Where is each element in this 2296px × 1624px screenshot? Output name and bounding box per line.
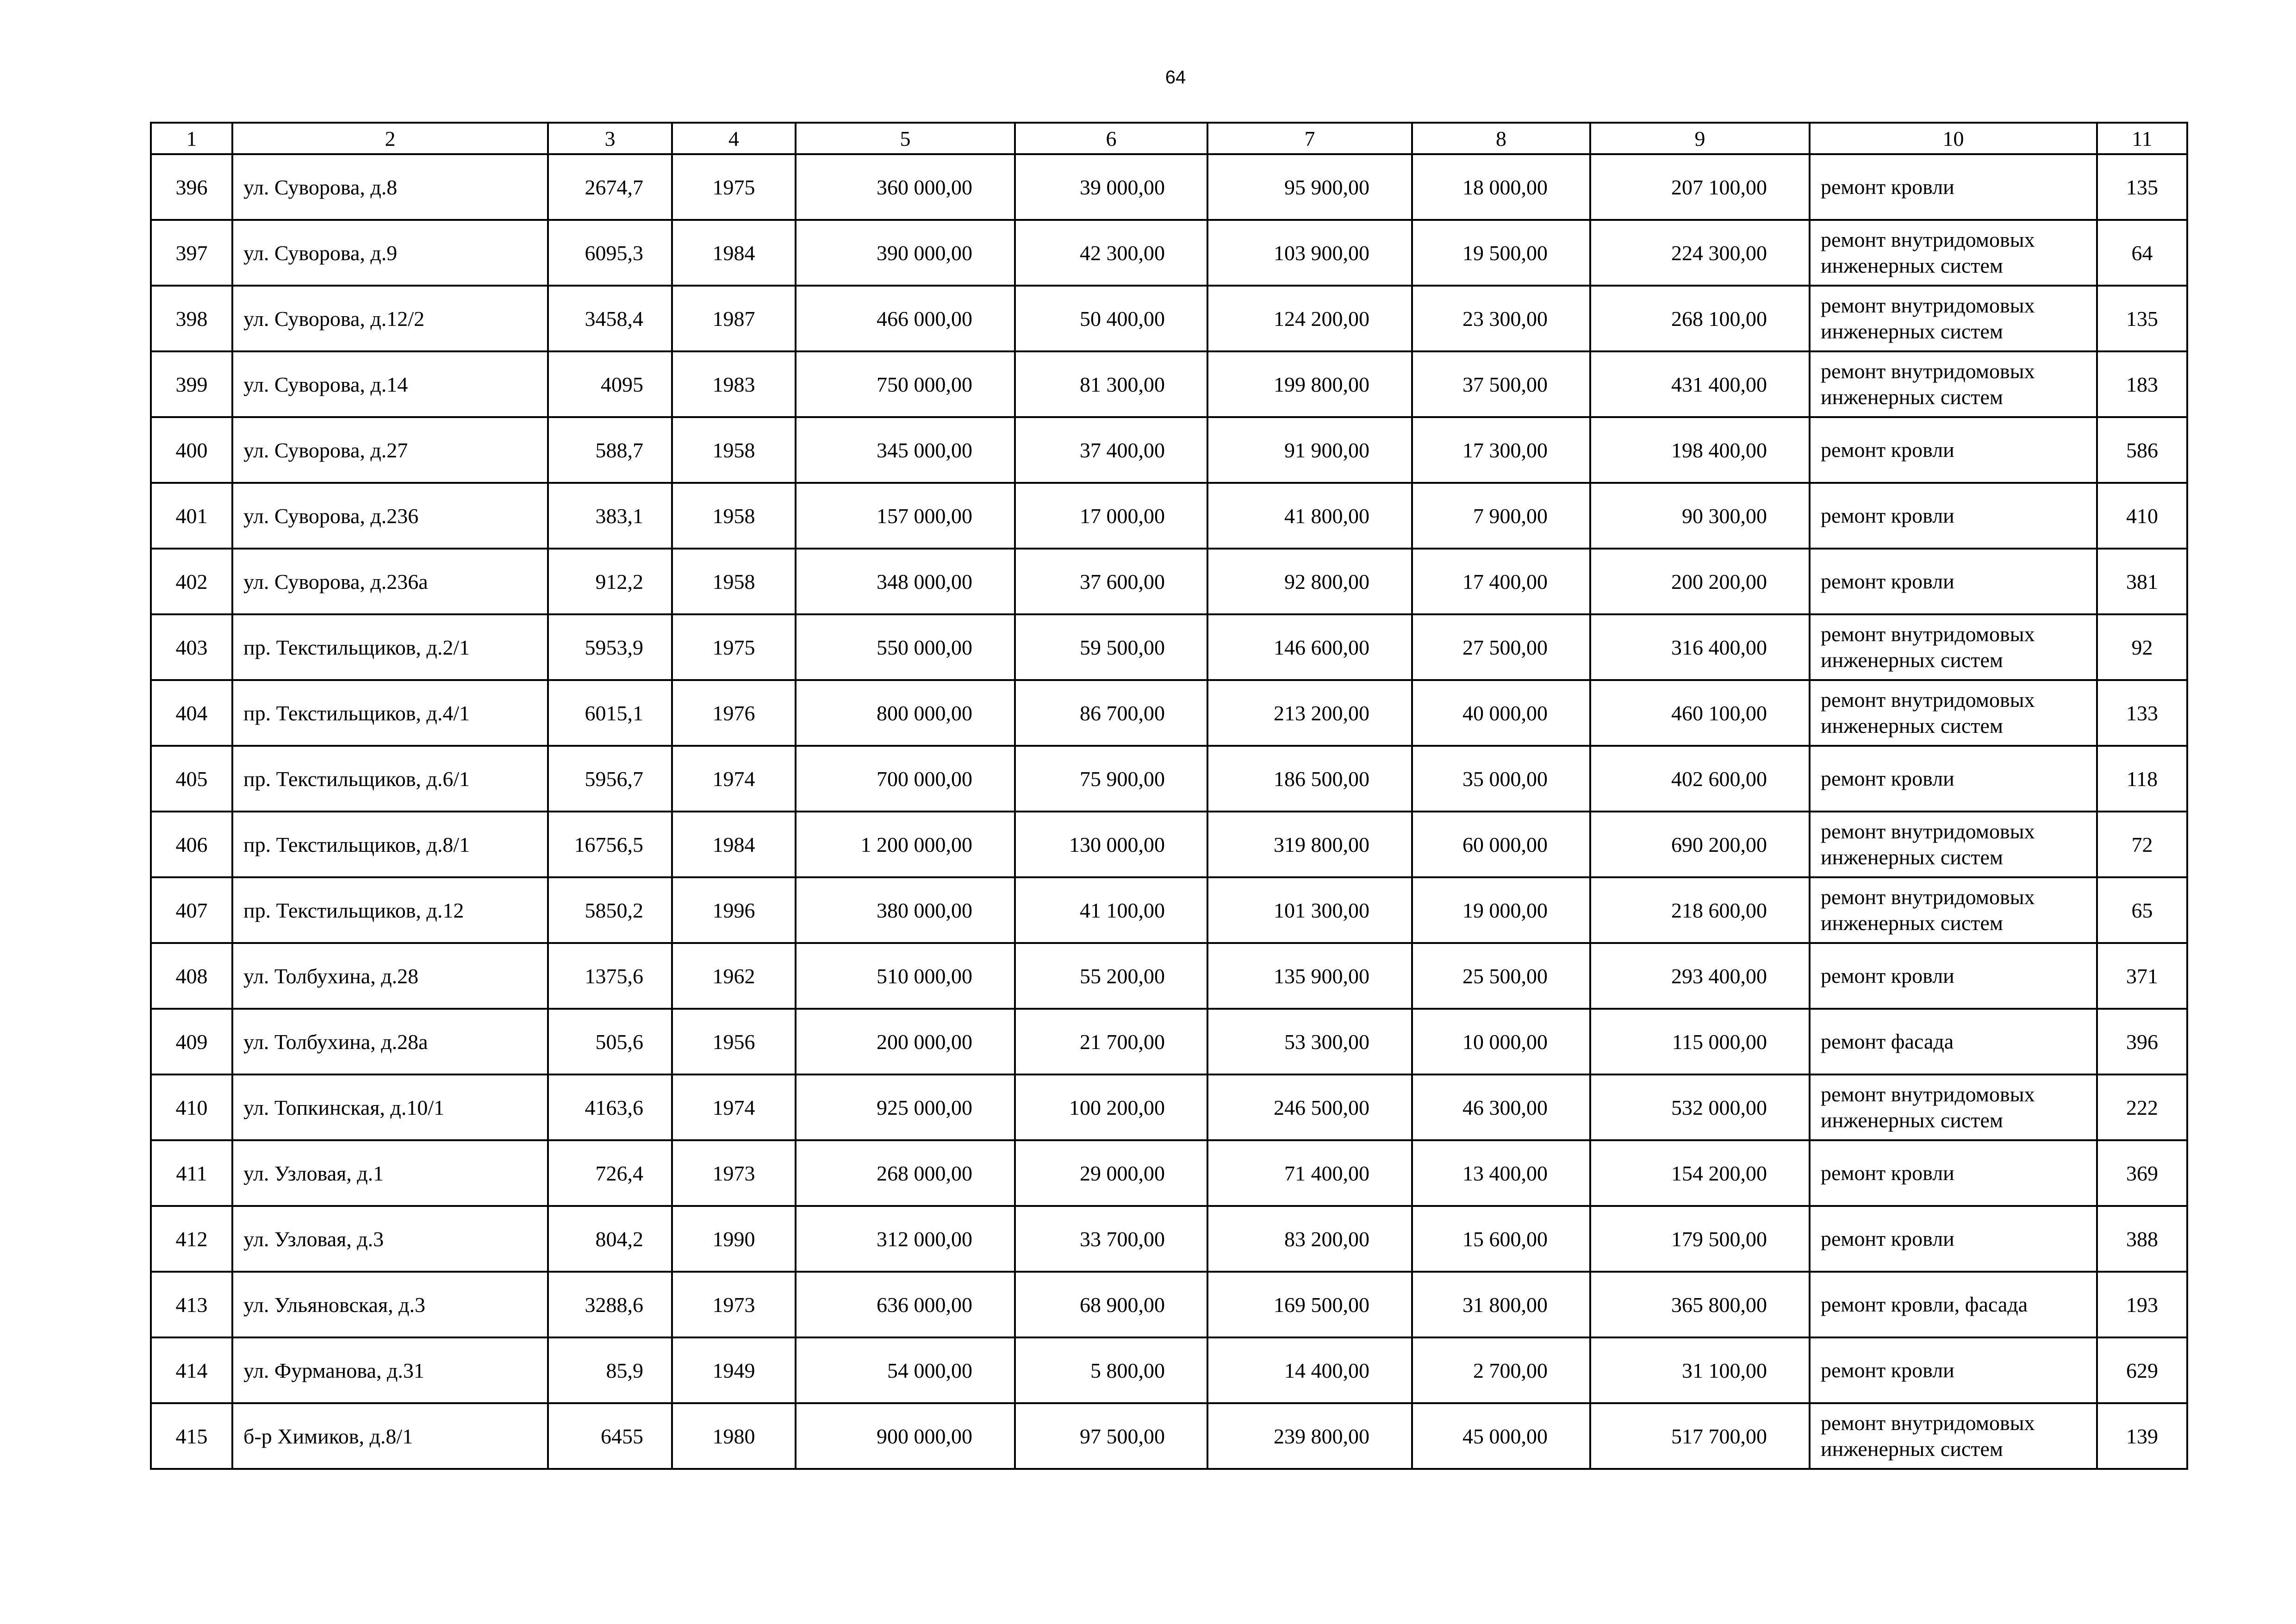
cell-address: ул. Суворова, д.236 xyxy=(232,483,548,549)
cell-value-11: 410 xyxy=(2097,483,2187,549)
cell-cost-6: 41 100,00 xyxy=(1015,877,1207,943)
cell-cost-8: 17 400,00 xyxy=(1412,549,1590,614)
cell-work-type: ремонт внутридомовых инженерных систем xyxy=(1810,1403,2097,1469)
cell-work-type: ремонт кровли xyxy=(1810,1140,2097,1206)
cell-cost-9: 293 400,00 xyxy=(1590,943,1810,1009)
cell-row-number: 409 xyxy=(151,1009,232,1074)
table-row xyxy=(151,483,2187,549)
cell-cost-total: 466 000,00 xyxy=(796,286,1015,351)
cell-cost-7: 146 600,00 xyxy=(1207,614,1412,680)
cell-address: пр. Текстильщиков, д.2/1 xyxy=(232,614,548,680)
cell-cost-7: 101 300,00 xyxy=(1207,877,1412,943)
cell-cost-7: 95 900,00 xyxy=(1207,154,1412,220)
cell-work-type: ремонт внутридомовых инженерных систем xyxy=(1810,351,2097,417)
cell-cost-total: 157 000,00 xyxy=(796,483,1015,549)
cell-address: пр. Текстильщиков, д.4/1 xyxy=(232,680,548,746)
cell-cost-6: 39 000,00 xyxy=(1015,154,1207,220)
cell-cost-9: 198 400,00 xyxy=(1590,417,1810,483)
cell-cost-8: 2 700,00 xyxy=(1412,1337,1590,1403)
cell-cost-6: 59 500,00 xyxy=(1015,614,1207,680)
cell-work-type: ремонт кровли xyxy=(1810,483,2097,549)
cell-cost-8: 7 900,00 xyxy=(1412,483,1590,549)
cell-row-number: 405 xyxy=(151,746,232,812)
cell-cost-7: 124 200,00 xyxy=(1207,286,1412,351)
table-row xyxy=(151,1206,2187,1272)
cell-cost-9: 402 600,00 xyxy=(1590,746,1810,812)
cell-row-number: 404 xyxy=(151,680,232,746)
cell-work-type: ремонт внутридомовых инженерных систем xyxy=(1810,877,2097,943)
cell-cost-total: 312 000,00 xyxy=(796,1206,1015,1272)
cell-cost-9: 90 300,00 xyxy=(1590,483,1810,549)
cell-value-11: 371 xyxy=(2097,943,2187,1009)
cell-row-number: 403 xyxy=(151,614,232,680)
cell-cost-6: 97 500,00 xyxy=(1015,1403,1207,1469)
table-row xyxy=(151,943,2187,1009)
cell-work-type: ремонт кровли xyxy=(1810,549,2097,614)
cell-cost-total: 925 000,00 xyxy=(796,1074,1015,1140)
cell-cost-8: 15 600,00 xyxy=(1412,1206,1590,1272)
cell-area: 5850,2 xyxy=(548,877,672,943)
cell-area: 726,4 xyxy=(548,1140,672,1206)
table-row xyxy=(151,351,2187,417)
cell-work-type: ремонт кровли xyxy=(1810,746,2097,812)
cell-value-11: 135 xyxy=(2097,154,2187,220)
cell-cost-total: 750 000,00 xyxy=(796,351,1015,417)
cell-row-number: 400 xyxy=(151,417,232,483)
cell-cost-6: 37 600,00 xyxy=(1015,549,1207,614)
cell-cost-total: 348 000,00 xyxy=(796,549,1015,614)
table-row xyxy=(151,1140,2187,1206)
cell-address: ул. Суворова, д.27 xyxy=(232,417,548,483)
cell-work-type: ремонт внутридомовых инженерных систем xyxy=(1810,614,2097,680)
cell-cost-8: 19 500,00 xyxy=(1412,220,1590,286)
cell-cost-8: 46 300,00 xyxy=(1412,1074,1590,1140)
cell-row-number: 397 xyxy=(151,220,232,286)
table-body xyxy=(151,154,2187,1469)
cell-area: 3458,4 xyxy=(548,286,672,351)
cell-year: 1949 xyxy=(672,1337,796,1403)
cell-cost-6: 100 200,00 xyxy=(1015,1074,1207,1140)
cell-cost-7: 71 400,00 xyxy=(1207,1140,1412,1206)
cell-work-type: ремонт кровли xyxy=(1810,1337,2097,1403)
cell-cost-6: 68 900,00 xyxy=(1015,1272,1207,1337)
cell-cost-9: 179 500,00 xyxy=(1590,1206,1810,1272)
cell-cost-6: 130 000,00 xyxy=(1015,812,1207,877)
cell-work-type: ремонт кровли xyxy=(1810,417,2097,483)
table-row xyxy=(151,1074,2187,1140)
cell-address: ул. Узловая, д.3 xyxy=(232,1206,548,1272)
cell-row-number: 408 xyxy=(151,943,232,1009)
cell-cost-9: 224 300,00 xyxy=(1590,220,1810,286)
cell-cost-6: 37 400,00 xyxy=(1015,417,1207,483)
housing-repair-table xyxy=(150,122,2188,1470)
table-row xyxy=(151,1009,2187,1074)
cell-cost-total: 1 200 000,00 xyxy=(796,812,1015,877)
cell-work-type: ремонт внутридомовых инженерных систем xyxy=(1810,220,2097,286)
cell-year: 1962 xyxy=(672,943,796,1009)
table-row xyxy=(151,1272,2187,1337)
cell-work-type: ремонт кровли, фасада xyxy=(1810,1272,2097,1337)
cell-cost-7: 135 900,00 xyxy=(1207,943,1412,1009)
cell-area: 912,2 xyxy=(548,549,672,614)
table-row xyxy=(151,1403,2187,1469)
cell-year: 1984 xyxy=(672,812,796,877)
cell-cost-6: 86 700,00 xyxy=(1015,680,1207,746)
cell-cost-total: 380 000,00 xyxy=(796,877,1015,943)
cell-year: 1996 xyxy=(672,877,796,943)
cell-cost-total: 54 000,00 xyxy=(796,1337,1015,1403)
table-row xyxy=(151,286,2187,351)
table-row xyxy=(151,614,2187,680)
table-row xyxy=(151,417,2187,483)
cell-cost-6: 55 200,00 xyxy=(1015,943,1207,1009)
cell-area: 505,6 xyxy=(548,1009,672,1074)
table-row xyxy=(151,154,2187,220)
cell-year: 1974 xyxy=(672,1074,796,1140)
cell-address: ул. Толбухина, д.28 xyxy=(232,943,548,1009)
cell-value-11: 133 xyxy=(2097,680,2187,746)
header-col-no: 1 xyxy=(151,123,232,154)
cell-address: ул. Суворова, д.8 xyxy=(232,154,548,220)
cell-address: ул. Фурманова, д.31 xyxy=(232,1337,548,1403)
cell-address: ул. Суворова, д.9 xyxy=(232,220,548,286)
cell-year: 1956 xyxy=(672,1009,796,1074)
table-row xyxy=(151,680,2187,746)
cell-address: ул. Толбухина, д.28а xyxy=(232,1009,548,1074)
cell-area: 1375,6 xyxy=(548,943,672,1009)
cell-cost-7: 53 300,00 xyxy=(1207,1009,1412,1074)
cell-value-11: 586 xyxy=(2097,417,2187,483)
cell-work-type: ремонт внутридомовых инженерных систем xyxy=(1810,286,2097,351)
cell-area: 2674,7 xyxy=(548,154,672,220)
header-col-address: 2 xyxy=(232,123,548,154)
cell-year: 1990 xyxy=(672,1206,796,1272)
cell-cost-total: 345 000,00 xyxy=(796,417,1015,483)
cell-cost-7: 91 900,00 xyxy=(1207,417,1412,483)
header-col-total: 5 xyxy=(796,123,1015,154)
header-col-6: 6 xyxy=(1015,123,1207,154)
cell-value-11: 135 xyxy=(2097,286,2187,351)
cell-year: 1958 xyxy=(672,483,796,549)
cell-cost-9: 690 200,00 xyxy=(1590,812,1810,877)
cell-year: 1975 xyxy=(672,614,796,680)
cell-address: пр. Текстильщиков, д.8/1 xyxy=(232,812,548,877)
cell-work-type: ремонт внутридомовых инженерных систем xyxy=(1810,1074,2097,1140)
cell-cost-7: 169 500,00 xyxy=(1207,1272,1412,1337)
cell-cost-8: 40 000,00 xyxy=(1412,680,1590,746)
cell-cost-7: 103 900,00 xyxy=(1207,220,1412,286)
cell-cost-9: 517 700,00 xyxy=(1590,1403,1810,1469)
table-row xyxy=(151,1337,2187,1403)
cell-row-number: 396 xyxy=(151,154,232,220)
header-col-work-type: 10 xyxy=(1810,123,2097,154)
cell-area: 6455 xyxy=(548,1403,672,1469)
cell-cost-8: 45 000,00 xyxy=(1412,1403,1590,1469)
cell-value-11: 193 xyxy=(2097,1272,2187,1337)
cell-row-number: 401 xyxy=(151,483,232,549)
cell-year: 1980 xyxy=(672,1403,796,1469)
cell-year: 1973 xyxy=(672,1140,796,1206)
cell-cost-8: 17 300,00 xyxy=(1412,417,1590,483)
cell-cost-9: 316 400,00 xyxy=(1590,614,1810,680)
cell-row-number: 406 xyxy=(151,812,232,877)
cell-cost-7: 246 500,00 xyxy=(1207,1074,1412,1140)
cell-cost-8: 18 000,00 xyxy=(1412,154,1590,220)
cell-cost-8: 37 500,00 xyxy=(1412,351,1590,417)
cell-cost-8: 13 400,00 xyxy=(1412,1140,1590,1206)
cell-cost-7: 92 800,00 xyxy=(1207,549,1412,614)
cell-year: 1958 xyxy=(672,549,796,614)
cell-cost-9: 532 000,00 xyxy=(1590,1074,1810,1140)
cell-cost-8: 31 800,00 xyxy=(1412,1272,1590,1337)
cell-address: ул. Суворова, д.236а xyxy=(232,549,548,614)
table-row xyxy=(151,877,2187,943)
cell-cost-8: 23 300,00 xyxy=(1412,286,1590,351)
header-col-7: 7 xyxy=(1207,123,1412,154)
cell-area: 804,2 xyxy=(548,1206,672,1272)
cell-value-11: 388 xyxy=(2097,1206,2187,1272)
cell-cost-6: 29 000,00 xyxy=(1015,1140,1207,1206)
cell-address: ул. Суворова, д.12/2 xyxy=(232,286,548,351)
cell-area: 5953,9 xyxy=(548,614,672,680)
cell-cost-total: 510 000,00 xyxy=(796,943,1015,1009)
cell-cost-8: 27 500,00 xyxy=(1412,614,1590,680)
cell-cost-9: 31 100,00 xyxy=(1590,1337,1810,1403)
cell-work-type: ремонт кровли xyxy=(1810,943,2097,1009)
cell-cost-6: 42 300,00 xyxy=(1015,220,1207,286)
cell-value-11: 64 xyxy=(2097,220,2187,286)
cell-area: 5956,7 xyxy=(548,746,672,812)
cell-year: 1974 xyxy=(672,746,796,812)
cell-cost-7: 199 800,00 xyxy=(1207,351,1412,417)
header-col-9: 9 xyxy=(1590,123,1810,154)
cell-row-number: 414 xyxy=(151,1337,232,1403)
cell-address: ул. Топкинская, д.10/1 xyxy=(232,1074,548,1140)
cell-value-11: 139 xyxy=(2097,1403,2187,1469)
cell-address: пр. Текстильщиков, д.6/1 xyxy=(232,746,548,812)
cell-row-number: 413 xyxy=(151,1272,232,1337)
cell-row-number: 412 xyxy=(151,1206,232,1272)
cell-row-number: 399 xyxy=(151,351,232,417)
cell-area: 4163,6 xyxy=(548,1074,672,1140)
cell-value-11: 92 xyxy=(2097,614,2187,680)
cell-cost-9: 218 600,00 xyxy=(1590,877,1810,943)
cell-cost-total: 700 000,00 xyxy=(796,746,1015,812)
cell-year: 1987 xyxy=(672,286,796,351)
cell-cost-total: 900 000,00 xyxy=(796,1403,1015,1469)
cell-area: 4095 xyxy=(548,351,672,417)
cell-address: пр. Текстильщиков, д.12 xyxy=(232,877,548,943)
cell-cost-8: 60 000,00 xyxy=(1412,812,1590,877)
cell-cost-total: 360 000,00 xyxy=(796,154,1015,220)
cell-row-number: 411 xyxy=(151,1140,232,1206)
table-row xyxy=(151,549,2187,614)
table-header xyxy=(151,123,2187,154)
cell-row-number: 410 xyxy=(151,1074,232,1140)
cell-address: ул. Ульяновская, д.3 xyxy=(232,1272,548,1337)
cell-cost-7: 239 800,00 xyxy=(1207,1403,1412,1469)
cell-cost-total: 200 000,00 xyxy=(796,1009,1015,1074)
cell-cost-6: 50 400,00 xyxy=(1015,286,1207,351)
cell-address: ул. Узловая, д.1 xyxy=(232,1140,548,1206)
cell-value-11: 65 xyxy=(2097,877,2187,943)
cell-address: б-р Химиков, д.8/1 xyxy=(232,1403,548,1469)
cell-cost-9: 431 400,00 xyxy=(1590,351,1810,417)
cell-cost-7: 41 800,00 xyxy=(1207,483,1412,549)
cell-cost-9: 200 200,00 xyxy=(1590,549,1810,614)
cell-row-number: 398 xyxy=(151,286,232,351)
cell-cost-7: 186 500,00 xyxy=(1207,746,1412,812)
cell-area: 6095,3 xyxy=(548,220,672,286)
cell-cost-9: 268 100,00 xyxy=(1590,286,1810,351)
cell-value-11: 396 xyxy=(2097,1009,2187,1074)
cell-cost-7: 14 400,00 xyxy=(1207,1337,1412,1403)
cell-area: 16756,5 xyxy=(548,812,672,877)
header-col-year: 4 xyxy=(672,123,796,154)
cell-cost-9: 207 100,00 xyxy=(1590,154,1810,220)
table-row xyxy=(151,220,2187,286)
cell-cost-6: 75 900,00 xyxy=(1015,746,1207,812)
cell-value-11: 222 xyxy=(2097,1074,2187,1140)
cell-area: 3288,6 xyxy=(548,1272,672,1337)
cell-cost-8: 19 000,00 xyxy=(1412,877,1590,943)
cell-cost-6: 33 700,00 xyxy=(1015,1206,1207,1272)
column-number-row xyxy=(151,123,2187,154)
cell-cost-8: 10 000,00 xyxy=(1412,1009,1590,1074)
cell-cost-7: 319 800,00 xyxy=(1207,812,1412,877)
cell-year: 1984 xyxy=(672,220,796,286)
cell-area: 6015,1 xyxy=(548,680,672,746)
cell-year: 1976 xyxy=(672,680,796,746)
cell-cost-8: 35 000,00 xyxy=(1412,746,1590,812)
cell-cost-9: 154 200,00 xyxy=(1590,1140,1810,1206)
cell-row-number: 415 xyxy=(151,1403,232,1469)
cell-value-11: 118 xyxy=(2097,746,2187,812)
page-number: 64 xyxy=(1165,67,1186,87)
cell-cost-total: 390 000,00 xyxy=(796,220,1015,286)
cell-value-11: 72 xyxy=(2097,812,2187,877)
cell-work-type: ремонт внутридомовых инженерных систем xyxy=(1810,812,2097,877)
cell-year: 1975 xyxy=(672,154,796,220)
cell-area: 383,1 xyxy=(548,483,672,549)
cell-cost-9: 115 000,00 xyxy=(1590,1009,1810,1074)
header-col-11: 11 xyxy=(2097,123,2187,154)
cell-value-11: 629 xyxy=(2097,1337,2187,1403)
cell-cost-total: 268 000,00 xyxy=(796,1140,1015,1206)
cell-row-number: 402 xyxy=(151,549,232,614)
cell-cost-7: 213 200,00 xyxy=(1207,680,1412,746)
cell-work-type: ремонт внутридомовых инженерных систем xyxy=(1810,680,2097,746)
cell-cost-8: 25 500,00 xyxy=(1412,943,1590,1009)
cell-year: 1958 xyxy=(672,417,796,483)
table-row xyxy=(151,746,2187,812)
cell-year: 1973 xyxy=(672,1272,796,1337)
cell-cost-6: 17 000,00 xyxy=(1015,483,1207,549)
cell-cost-total: 550 000,00 xyxy=(796,614,1015,680)
cell-cost-6: 21 700,00 xyxy=(1015,1009,1207,1074)
cell-cost-9: 460 100,00 xyxy=(1590,680,1810,746)
header-col-area: 3 xyxy=(548,123,672,154)
cell-value-11: 369 xyxy=(2097,1140,2187,1206)
table-row xyxy=(151,812,2187,877)
cell-area: 85,9 xyxy=(548,1337,672,1403)
cell-work-type: ремонт кровли xyxy=(1810,1206,2097,1272)
cell-year: 1983 xyxy=(672,351,796,417)
cell-cost-7: 83 200,00 xyxy=(1207,1206,1412,1272)
cell-value-11: 183 xyxy=(2097,351,2187,417)
cell-area: 588,7 xyxy=(548,417,672,483)
cell-work-type: ремонт фасада xyxy=(1810,1009,2097,1074)
cell-work-type: ремонт кровли xyxy=(1810,154,2097,220)
header-col-8: 8 xyxy=(1412,123,1590,154)
cell-cost-total: 636 000,00 xyxy=(796,1272,1015,1337)
cell-cost-6: 5 800,00 xyxy=(1015,1337,1207,1403)
cell-cost-6: 81 300,00 xyxy=(1015,351,1207,417)
cell-row-number: 407 xyxy=(151,877,232,943)
cell-cost-9: 365 800,00 xyxy=(1590,1272,1810,1337)
cell-value-11: 381 xyxy=(2097,549,2187,614)
cell-cost-total: 800 000,00 xyxy=(796,680,1015,746)
cell-address: ул. Суворова, д.14 xyxy=(232,351,548,417)
